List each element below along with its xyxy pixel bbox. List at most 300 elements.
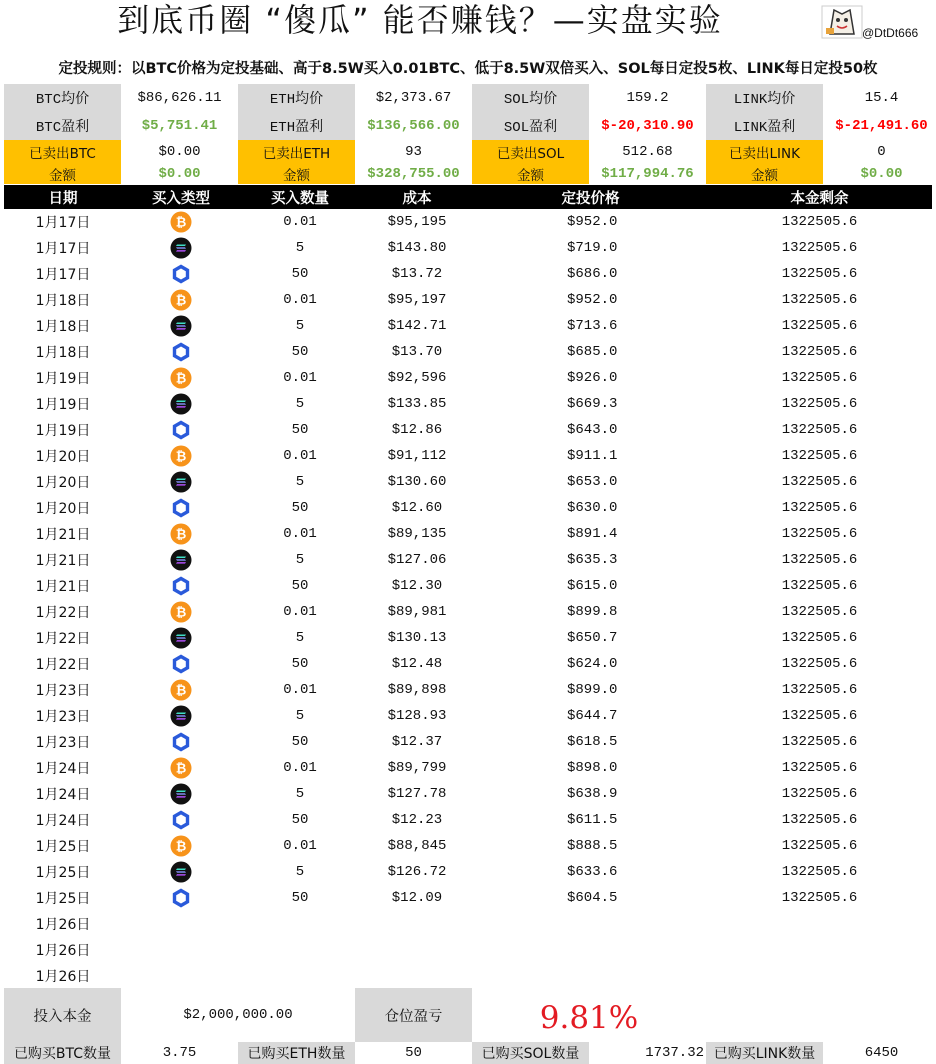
date-cell: 1月18日 (35, 319, 91, 335)
header-qty: 买入数量 (271, 190, 329, 207)
holding-label-0: 已购买BTC数量 (4, 1042, 121, 1064)
sold-row (4, 140, 932, 164)
remaining-cell: 1322505.6 (781, 760, 858, 776)
table-row (4, 235, 932, 261)
qty-cell: 5 (295, 474, 305, 490)
table-row (4, 807, 932, 833)
table-row (4, 703, 932, 729)
remaining-cell: 1322505.6 (781, 448, 858, 464)
header-date: 日期 (48, 190, 78, 207)
sold_row-label-3: 已卖出LINK (706, 140, 823, 164)
table-row (4, 677, 932, 703)
type-cell (122, 365, 240, 391)
type-cell (122, 937, 240, 963)
type-cell (122, 313, 240, 339)
type-cell (122, 703, 240, 729)
qty-cell (240, 911, 360, 937)
remaining-cell: 1322505.6 (781, 708, 858, 724)
cost-cell: $89,799 (387, 760, 447, 776)
average-price-row (4, 84, 932, 112)
type-cell (122, 651, 240, 677)
qty-cell: 5 (295, 786, 305, 802)
cost-cell: $95,197 (387, 292, 447, 308)
date-cell: 1月24日 (35, 787, 91, 803)
author-handle: @DtDt666 (862, 26, 919, 40)
table-row (4, 365, 932, 391)
price-cell: $633.6 (567, 864, 618, 880)
profit-row (4, 112, 932, 140)
link-icon (170, 341, 192, 363)
price-cell: $650.7 (567, 630, 618, 646)
avg_row-label-3: LINK均价 (706, 84, 823, 112)
date-cell: 1月25日 (35, 891, 91, 907)
type-cell (122, 417, 240, 443)
type-cell (122, 547, 240, 573)
svg-text:₿: ₿ (175, 527, 187, 543)
cost-cell: $12.37 (391, 734, 443, 750)
remaining-cell (707, 911, 932, 937)
price-cell: $635.3 (567, 552, 618, 568)
sold_row-label-2: 已卖出SOL (472, 140, 589, 164)
btc-icon (170, 211, 192, 233)
summary-grid (4, 84, 932, 184)
amount_row-value-3: $0.00 (860, 166, 903, 182)
avg_row-value-1: $2,373.67 (375, 90, 452, 106)
table-row (4, 261, 932, 287)
table-row (4, 573, 932, 599)
price-cell: $899.0 (567, 682, 618, 698)
price-cell: $669.3 (567, 396, 618, 412)
sol-icon (170, 861, 192, 883)
qty-cell: 50 (291, 344, 309, 360)
date-cell: 1月23日 (35, 683, 91, 699)
remaining-cell: 1322505.6 (781, 474, 858, 490)
type-cell (122, 755, 240, 781)
cost-cell: $12.60 (391, 500, 443, 516)
link-icon (170, 731, 192, 753)
date-cell: 1月17日 (35, 215, 91, 231)
qty-cell: 5 (295, 396, 305, 412)
table-body (4, 209, 932, 989)
remaining-cell: 1322505.6 (781, 890, 858, 906)
cost-cell: $12.23 (391, 812, 443, 828)
remaining-cell: 1322505.6 (781, 526, 858, 542)
link-icon (170, 575, 192, 597)
type-cell (122, 521, 240, 547)
amount_row-value-1: $328,755.00 (367, 166, 460, 182)
cost-cell: $12.86 (391, 422, 443, 438)
cost-cell: $130.13 (387, 630, 447, 646)
date-cell: 1月23日 (35, 735, 91, 751)
type-cell (122, 885, 240, 911)
qty-cell: 0.01 (283, 526, 317, 542)
price-cell: $611.5 (567, 812, 618, 828)
type-cell (122, 573, 240, 599)
cost-cell: $130.60 (387, 474, 447, 490)
type-cell (122, 287, 240, 313)
date-cell: 1月26日 (35, 969, 91, 985)
qty-cell (240, 937, 360, 963)
date-cell: 1月20日 (35, 475, 91, 491)
remaining-cell: 1322505.6 (781, 266, 858, 282)
type-cell (122, 495, 240, 521)
price-cell: $653.0 (567, 474, 618, 490)
price-cell: $719.0 (567, 240, 618, 256)
table-row (4, 885, 932, 911)
remaining-cell: 1322505.6 (781, 292, 858, 308)
qty-cell: 50 (291, 578, 309, 594)
type-cell (122, 781, 240, 807)
link-icon (170, 419, 192, 441)
cost-cell: $12.30 (391, 578, 443, 594)
price-cell: $926.0 (567, 370, 618, 386)
cost-cell (360, 937, 474, 963)
table-row (4, 287, 932, 313)
date-cell: 1月22日 (35, 657, 91, 673)
remaining-cell: 1322505.6 (781, 500, 858, 516)
profit_row-label-0: BTC盈利 (4, 112, 121, 140)
remaining-cell: 1322505.6 (781, 240, 858, 256)
qty-cell: 0.01 (283, 682, 317, 698)
sol-icon (170, 627, 192, 649)
qty-cell: 0.01 (283, 370, 317, 386)
remaining-cell: 1322505.6 (781, 344, 858, 360)
cost-cell: $127.78 (387, 786, 447, 802)
cost-cell: $88,845 (387, 838, 447, 854)
table-row (4, 599, 932, 625)
type-cell (122, 443, 240, 469)
type-cell (122, 391, 240, 417)
date-cell: 1月17日 (35, 241, 91, 257)
price-cell: $638.9 (567, 786, 618, 802)
header-remaining: 本金剩余 (790, 190, 849, 207)
table-row (4, 859, 932, 885)
date-cell: 1月25日 (35, 839, 91, 855)
qty-cell: 0.01 (283, 214, 317, 230)
cost-cell: $89,135 (387, 526, 447, 542)
avatar (820, 4, 864, 40)
holding-value-1: 50 (405, 1045, 422, 1061)
pnl-value: 9.81% (539, 1000, 639, 1036)
sold_row-value-3: 0 (877, 144, 886, 160)
price-cell: $952.0 (567, 214, 618, 230)
cost-cell: $12.48 (391, 656, 443, 672)
svg-text:₿: ₿ (175, 683, 187, 699)
remaining-cell: 1322505.6 (781, 864, 858, 880)
cost-cell: $127.06 (387, 552, 447, 568)
qty-cell: 5 (295, 240, 305, 256)
link-icon (170, 887, 192, 909)
amount_row-label-3: 金额 (706, 164, 823, 184)
investment-rule: 定投规则：以BTC价格为定投基础、高于8.5W买入0.01BTC、低于8.5W双倍买入、SOL每日定投5枚、LINK每日定投50枚 (58, 61, 878, 77)
date-cell: 1月20日 (35, 449, 91, 465)
profit_row-value-1: $136,566.00 (367, 118, 460, 134)
btc-icon (170, 445, 192, 467)
date-cell: 1月19日 (35, 423, 91, 439)
date-cell: 1月23日 (35, 709, 91, 725)
date-cell: 1月21日 (35, 527, 91, 543)
qty-cell: 5 (295, 708, 305, 724)
btc-icon (170, 523, 192, 545)
cost-cell (360, 963, 474, 989)
header-type: 买入类型 (152, 190, 210, 207)
price-cell: $685.0 (567, 344, 618, 360)
date-cell: 1月18日 (35, 293, 91, 309)
amount_row-label-1: 金额 (238, 164, 355, 184)
remaining-cell: 1322505.6 (781, 786, 858, 802)
qty-cell: 5 (295, 552, 305, 568)
remaining-cell: 1322505.6 (781, 318, 858, 334)
price-cell: $630.0 (567, 500, 618, 516)
remaining-cell: 1322505.6 (781, 838, 858, 854)
cost-cell: $91,112 (387, 448, 447, 464)
cost-cell: $13.70 (391, 344, 443, 360)
sol-icon (170, 315, 192, 337)
price-cell: $643.0 (567, 422, 618, 438)
table-row (4, 313, 932, 339)
date-cell: 1月22日 (35, 631, 91, 647)
remaining-cell: 1322505.6 (781, 812, 858, 828)
header-cost: 成本 (402, 190, 432, 207)
sol-icon (170, 705, 192, 727)
table-row (4, 911, 932, 937)
avg_row-label-1: ETH均价 (238, 84, 355, 112)
table-row (4, 521, 932, 547)
table-row (4, 651, 932, 677)
header-price: 定投价格 (561, 190, 620, 207)
btc-icon (170, 601, 192, 623)
price-cell: $952.0 (567, 292, 618, 308)
cost-cell: $133.85 (387, 396, 447, 412)
date-cell: 1月19日 (35, 397, 91, 413)
sold_row-label-0: 已卖出BTC (4, 140, 121, 164)
btc-icon (170, 835, 192, 857)
price-cell (474, 937, 707, 963)
amount_row-value-0: $0.00 (158, 166, 201, 182)
table-row (4, 495, 932, 521)
qty-cell: 5 (295, 630, 305, 646)
qty-cell: 50 (291, 812, 309, 828)
cost-cell: $89,981 (387, 604, 447, 620)
holding-label-2: 已购买SOL数量 (472, 1042, 589, 1064)
price-cell (474, 911, 707, 937)
cost-cell: $92,596 (387, 370, 447, 386)
type-cell (122, 807, 240, 833)
page-title: 到底币圈 “傻瓜” 能否赚钱？—实盘实验 (117, 1, 723, 39)
profit_row-value-2: $-20,310.90 (601, 118, 694, 134)
type-cell (122, 677, 240, 703)
qty-cell: 50 (291, 734, 309, 750)
type-cell (122, 911, 240, 937)
holdings-row (4, 1042, 932, 1064)
cost-cell: $126.72 (387, 864, 447, 880)
qty-cell: 0.01 (283, 292, 317, 308)
table-row (4, 417, 932, 443)
svg-text:₿: ₿ (175, 605, 187, 621)
link-icon (170, 263, 192, 285)
remaining-cell: 1322505.6 (781, 604, 858, 620)
remaining-cell: 1322505.6 (781, 630, 858, 646)
table-row (4, 391, 932, 417)
price-cell: $644.7 (567, 708, 618, 724)
price-cell: $891.4 (567, 526, 618, 542)
type-cell (122, 261, 240, 287)
date-cell: 1月17日 (35, 267, 91, 283)
cost-cell: $95,195 (387, 214, 447, 230)
date-cell: 1月19日 (35, 371, 91, 387)
profit_row-label-1: ETH盈利 (238, 112, 355, 140)
amount_row-label-0: 金额 (4, 164, 121, 184)
date-cell: 1月25日 (35, 865, 91, 881)
cost-cell: $143.80 (387, 240, 447, 256)
cost-cell: $128.93 (387, 708, 447, 724)
qty-cell: 0.01 (283, 760, 317, 776)
remaining-cell: 1322505.6 (781, 656, 858, 672)
holding-label-1: 已购买ETH数量 (238, 1042, 355, 1064)
remaining-cell: 1322505.6 (781, 552, 858, 568)
btc-icon (170, 679, 192, 701)
type-cell (122, 833, 240, 859)
avg_row-value-3: 15.4 (864, 90, 899, 106)
cost-cell: $12.09 (391, 890, 443, 906)
capital-value: $2,000,000.00 (183, 1007, 293, 1023)
date-cell: 1月22日 (35, 605, 91, 621)
price-cell: $604.5 (567, 890, 618, 906)
price-cell: $615.0 (567, 578, 618, 594)
table-row (4, 729, 932, 755)
remaining-cell: 1322505.6 (781, 734, 858, 750)
btc-icon (170, 757, 192, 779)
sold-amount-row (4, 164, 932, 184)
sol-icon (170, 549, 192, 571)
remaining-cell: 1322505.6 (781, 396, 858, 412)
holding-value-2: 1737.32 (645, 1045, 704, 1061)
price-cell: $618.5 (567, 734, 618, 750)
profit_row-value-0: $5,751.41 (141, 118, 218, 134)
type-cell (122, 235, 240, 261)
remaining-cell: 1322505.6 (781, 214, 858, 230)
svg-text:₿: ₿ (175, 449, 187, 465)
type-cell (122, 625, 240, 651)
table-row (4, 963, 932, 989)
profit_row-label-3: LINK盈利 (706, 112, 823, 140)
cost-cell (360, 911, 474, 937)
type-cell (122, 963, 240, 989)
holding-value-0: 3.75 (162, 1045, 197, 1061)
table-row (4, 755, 932, 781)
date-cell: 1月26日 (35, 943, 91, 959)
pnl-label: 仓位盈亏 (355, 988, 472, 1042)
amount_row-value-2: $117,994.76 (601, 166, 694, 182)
type-cell (122, 469, 240, 495)
sold_row-value-1: 93 (405, 144, 422, 160)
table-row (4, 339, 932, 365)
avg_row-label-0: BTC均价 (4, 84, 121, 112)
table-row (4, 625, 932, 651)
sol-icon (170, 393, 192, 415)
price-cell: $898.0 (567, 760, 618, 776)
date-cell: 1月21日 (35, 553, 91, 569)
price-cell: $899.8 (567, 604, 618, 620)
type-cell (122, 729, 240, 755)
remaining-cell: 1322505.6 (781, 370, 858, 386)
sol-icon (170, 237, 192, 259)
amount_row-label-2: 金额 (472, 164, 589, 184)
remaining-cell: 1322505.6 (781, 422, 858, 438)
qty-cell: 0.01 (283, 448, 317, 464)
remaining-cell: 1322505.6 (781, 682, 858, 698)
cost-cell: $142.71 (387, 318, 447, 334)
price-cell: $888.5 (567, 838, 618, 854)
qty-cell: 50 (291, 890, 309, 906)
sold_row-value-0: $0.00 (158, 144, 201, 160)
qty-cell: 50 (291, 266, 309, 282)
footer-summary (4, 988, 932, 1064)
table-row (4, 781, 932, 807)
avg_row-label-2: SOL均价 (472, 84, 589, 112)
qty-cell: 5 (295, 864, 305, 880)
avg_row-value-2: 159.2 (626, 90, 669, 106)
svg-text:₿: ₿ (175, 761, 187, 777)
price-cell (474, 963, 707, 989)
sold_row-label-1: 已卖出ETH (238, 140, 355, 164)
link-icon (170, 809, 192, 831)
qty-cell: 5 (295, 318, 305, 334)
holding-value-3: 6450 (864, 1045, 899, 1061)
qty-cell: 0.01 (283, 838, 317, 854)
holding-label-3: 已购买LINK数量 (706, 1042, 823, 1064)
table-row (4, 833, 932, 859)
type-cell (122, 339, 240, 365)
table-row (4, 937, 932, 963)
profit_row-label-2: SOL盈利 (472, 112, 589, 140)
sol-icon (170, 783, 192, 805)
type-cell (122, 859, 240, 885)
remaining-cell (707, 937, 932, 963)
table-row (4, 547, 932, 573)
qty-cell: 50 (291, 656, 309, 672)
link-icon (170, 653, 192, 675)
btc-icon (170, 289, 192, 311)
sold_row-value-2: 512.68 (622, 144, 673, 160)
sol-icon (170, 471, 192, 493)
cost-cell: $89,898 (387, 682, 447, 698)
remaining-cell: 1322505.6 (781, 578, 858, 594)
date-cell: 1月21日 (35, 579, 91, 595)
cost-cell: $13.72 (391, 266, 443, 282)
date-cell: 1月24日 (35, 761, 91, 777)
capital-label: 投入本金 (4, 988, 121, 1042)
price-cell: $911.1 (567, 448, 618, 464)
price-cell: $686.0 (567, 266, 618, 282)
svg-text:₿: ₿ (175, 215, 187, 231)
qty-cell: 50 (291, 422, 309, 438)
avg_row-value-0: $86,626.11 (137, 90, 222, 106)
svg-text:₿: ₿ (175, 371, 187, 387)
link-icon (170, 497, 192, 519)
date-cell: 1月18日 (35, 345, 91, 361)
date-cell: 1月24日 (35, 813, 91, 829)
table-header (4, 185, 932, 209)
price-cell: $624.0 (567, 656, 618, 672)
profit_row-value-3: $-21,491.60 (835, 118, 928, 134)
date-cell: 1月20日 (35, 501, 91, 517)
qty-cell: 0.01 (283, 604, 317, 620)
remaining-cell (707, 963, 932, 989)
date-cell: 1月26日 (35, 917, 91, 933)
table-row (4, 209, 932, 235)
table-row (4, 469, 932, 495)
